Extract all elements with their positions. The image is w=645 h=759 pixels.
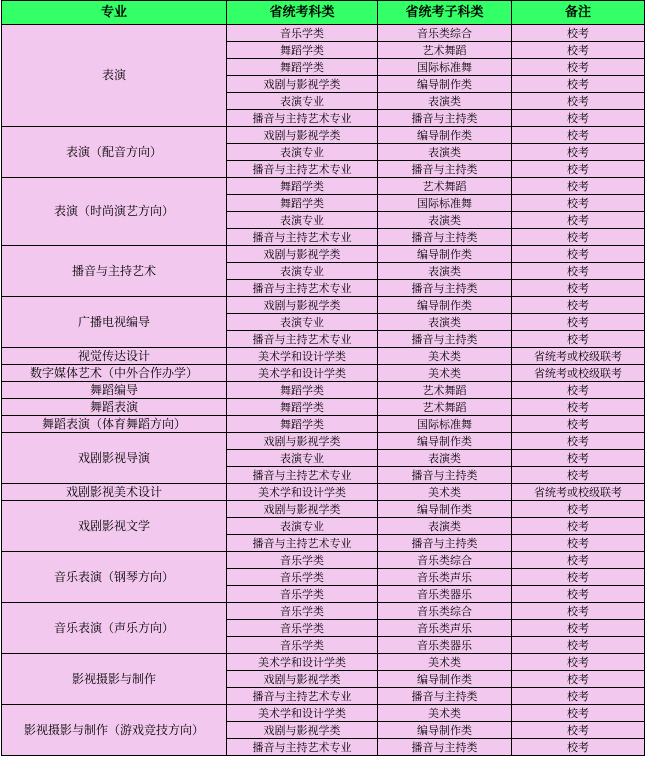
table-row <box>2 348 645 365</box>
remark-cell: 省统考或校级联考 <box>512 365 645 382</box>
major-cell: 表演 <box>2 25 227 127</box>
category-cell: 舞蹈学类 <box>227 195 378 212</box>
remark-cell: 校考 <box>512 450 645 467</box>
remark-cell: 校考 <box>512 331 645 348</box>
subcategory-cell: 表演类 <box>378 518 512 535</box>
category-cell: 戏剧与影视学类 <box>227 501 378 518</box>
subcategory-cell: 音乐类器乐 <box>378 637 512 654</box>
category-cell: 播音与主持艺术专业 <box>227 161 378 178</box>
table-row <box>2 365 645 382</box>
category-cell: 播音与主持艺术专业 <box>227 467 378 484</box>
subcategory-cell: 美术类 <box>378 348 512 365</box>
subcategory-cell: 表演类 <box>378 212 512 229</box>
subcategory-cell: 播音与主持类 <box>378 280 512 297</box>
major-cell: 数字媒体艺术（中外合作办学） <box>2 365 227 382</box>
category-cell: 戏剧与影视学类 <box>227 76 378 93</box>
major-cell: 表演（配音方向） <box>2 127 227 178</box>
category-cell: 播音与主持艺术专业 <box>227 280 378 297</box>
subcategory-cell: 国际标准舞 <box>378 416 512 433</box>
remark-cell: 校考 <box>512 654 645 671</box>
remark-cell: 校考 <box>512 161 645 178</box>
category-cell: 表演专业 <box>227 212 378 229</box>
subcategory-cell: 编导制作类 <box>378 671 512 688</box>
subcategory-cell: 国际标准舞 <box>378 59 512 76</box>
remark-cell: 校考 <box>512 263 645 280</box>
table-row <box>2 246 645 263</box>
subcategory-cell: 播音与主持类 <box>378 739 512 756</box>
remark-cell: 校考 <box>512 416 645 433</box>
header-category: 省统考科类 <box>227 1 378 25</box>
remark-cell: 校考 <box>512 246 645 263</box>
category-cell: 音乐学类 <box>227 569 378 586</box>
category-cell: 播音与主持艺术专业 <box>227 739 378 756</box>
remark-cell: 校考 <box>512 144 645 161</box>
remark-cell: 校考 <box>512 603 645 620</box>
category-cell: 戏剧与影视学类 <box>227 127 378 144</box>
remark-cell: 校考 <box>512 76 645 93</box>
category-cell: 表演专业 <box>227 263 378 280</box>
remark-cell: 校考 <box>512 25 645 42</box>
remark-cell: 校考 <box>512 586 645 603</box>
table-row <box>2 552 645 569</box>
remark-cell: 校考 <box>512 212 645 229</box>
remark-cell: 校考 <box>512 280 645 297</box>
major-cell: 影视摄影与制作 <box>2 654 227 705</box>
remark-cell: 校考 <box>512 59 645 76</box>
remark-cell: 校考 <box>512 739 645 756</box>
subcategory-cell: 音乐类声乐 <box>378 620 512 637</box>
subcategory-cell: 美术类 <box>378 654 512 671</box>
remark-cell: 校考 <box>512 297 645 314</box>
category-cell: 美术学和设计学类 <box>227 705 378 722</box>
remark-cell: 校考 <box>512 229 645 246</box>
category-cell: 表演专业 <box>227 314 378 331</box>
subcategory-cell: 美术类 <box>378 484 512 501</box>
category-cell: 音乐学类 <box>227 586 378 603</box>
category-cell: 表演专业 <box>227 518 378 535</box>
category-cell: 播音与主持艺术专业 <box>227 229 378 246</box>
category-cell: 舞蹈学类 <box>227 382 378 399</box>
major-cell: 舞蹈编导 <box>2 382 227 399</box>
category-cell: 美术学和设计学类 <box>227 348 378 365</box>
subcategory-cell: 表演类 <box>378 263 512 280</box>
remark-cell: 校考 <box>512 620 645 637</box>
table-row <box>2 382 645 399</box>
category-cell: 播音与主持艺术专业 <box>227 688 378 705</box>
remark-cell: 校考 <box>512 535 645 552</box>
remark-cell: 校考 <box>512 127 645 144</box>
category-cell: 舞蹈学类 <box>227 416 378 433</box>
category-cell: 音乐学类 <box>227 620 378 637</box>
remark-cell: 校考 <box>512 705 645 722</box>
remark-cell: 省统考或校级联考 <box>512 348 645 365</box>
category-cell: 表演专业 <box>227 144 378 161</box>
remark-cell: 校考 <box>512 93 645 110</box>
subcategory-cell: 播音与主持类 <box>378 688 512 705</box>
table-row <box>2 178 645 195</box>
subcategory-cell: 播音与主持类 <box>378 229 512 246</box>
category-cell: 舞蹈学类 <box>227 399 378 416</box>
category-cell: 播音与主持艺术专业 <box>227 110 378 127</box>
subcategory-cell: 编导制作类 <box>378 246 512 263</box>
subcategory-cell: 播音与主持类 <box>378 535 512 552</box>
category-cell: 播音与主持艺术专业 <box>227 535 378 552</box>
remark-cell: 省统考或校级联考 <box>512 484 645 501</box>
subcategory-cell: 艺术舞蹈 <box>378 382 512 399</box>
category-cell: 音乐学类 <box>227 603 378 620</box>
remark-cell: 校考 <box>512 382 645 399</box>
table-row <box>2 654 645 671</box>
subcategory-cell: 艺术舞蹈 <box>378 399 512 416</box>
remark-cell: 校考 <box>512 569 645 586</box>
admission-table <box>1 0 645 756</box>
category-cell: 音乐学类 <box>227 25 378 42</box>
remark-cell: 校考 <box>512 42 645 59</box>
major-cell: 视觉传达设计 <box>2 348 227 365</box>
category-cell: 播音与主持艺术专业 <box>227 331 378 348</box>
category-cell: 音乐学类 <box>227 552 378 569</box>
table-body <box>2 25 645 756</box>
category-cell: 美术学和设计学类 <box>227 654 378 671</box>
remark-cell: 校考 <box>512 467 645 484</box>
category-cell: 舞蹈学类 <box>227 59 378 76</box>
header-major: 专业 <box>2 1 227 25</box>
table-row <box>2 603 645 620</box>
major-cell: 舞蹈表演（体育舞蹈方向） <box>2 416 227 433</box>
category-cell: 音乐学类 <box>227 637 378 654</box>
subcategory-cell: 播音与主持类 <box>378 161 512 178</box>
category-cell: 戏剧与影视学类 <box>227 297 378 314</box>
remark-cell: 校考 <box>512 688 645 705</box>
remark-cell: 校考 <box>512 671 645 688</box>
major-cell: 戏剧影视美术设计 <box>2 484 227 501</box>
category-cell: 戏剧与影视学类 <box>227 433 378 450</box>
remark-cell: 校考 <box>512 399 645 416</box>
category-cell: 舞蹈学类 <box>227 42 378 59</box>
table-row <box>2 484 645 501</box>
category-cell: 戏剧与影视学类 <box>227 671 378 688</box>
subcategory-cell: 美术类 <box>378 365 512 382</box>
subcategory-cell: 编导制作类 <box>378 722 512 739</box>
remark-cell: 校考 <box>512 195 645 212</box>
subcategory-cell: 音乐类声乐 <box>378 569 512 586</box>
remark-cell: 校考 <box>512 314 645 331</box>
remark-cell: 校考 <box>512 178 645 195</box>
subcategory-cell: 音乐类综合 <box>378 603 512 620</box>
remark-cell: 校考 <box>512 518 645 535</box>
subcategory-cell: 艺术舞蹈 <box>378 42 512 59</box>
major-cell: 戏剧影视导演 <box>2 433 227 484</box>
category-cell: 表演专业 <box>227 93 378 110</box>
remark-cell: 校考 <box>512 110 645 127</box>
subcategory-cell: 播音与主持类 <box>378 110 512 127</box>
category-cell: 表演专业 <box>227 450 378 467</box>
major-cell: 舞蹈表演 <box>2 399 227 416</box>
subcategory-cell: 播音与主持类 <box>378 331 512 348</box>
subcategory-cell: 编导制作类 <box>378 76 512 93</box>
major-cell: 表演（时尚演艺方向） <box>2 178 227 246</box>
header-remark: 备注 <box>512 1 645 25</box>
category-cell: 舞蹈学类 <box>227 178 378 195</box>
table-row <box>2 433 645 450</box>
subcategory-cell: 编导制作类 <box>378 433 512 450</box>
remark-cell: 校考 <box>512 552 645 569</box>
header-row <box>2 1 645 25</box>
subcategory-cell: 编导制作类 <box>378 501 512 518</box>
subcategory-cell: 表演类 <box>378 93 512 110</box>
major-cell: 影视摄影与制作（游戏竞技方向） <box>2 705 227 756</box>
remark-cell: 校考 <box>512 433 645 450</box>
subcategory-cell: 音乐类器乐 <box>378 586 512 603</box>
category-cell: 戏剧与影视学类 <box>227 722 378 739</box>
major-cell: 音乐表演（钢琴方向） <box>2 552 227 603</box>
major-cell: 播音与主持艺术 <box>2 246 227 297</box>
category-cell: 美术学和设计学类 <box>227 365 378 382</box>
table-row <box>2 399 645 416</box>
subcategory-cell: 美术类 <box>378 705 512 722</box>
table-row <box>2 416 645 433</box>
table-row <box>2 25 645 42</box>
table-row <box>2 705 645 722</box>
subcategory-cell: 音乐类综合 <box>378 552 512 569</box>
subcategory-cell: 音乐类综合 <box>378 25 512 42</box>
subcategory-cell: 艺术舞蹈 <box>378 178 512 195</box>
table-row <box>2 127 645 144</box>
remark-cell: 校考 <box>512 637 645 654</box>
subcategory-cell: 表演类 <box>378 314 512 331</box>
subcategory-cell: 编导制作类 <box>378 127 512 144</box>
remark-cell: 校考 <box>512 501 645 518</box>
category-cell: 美术学和设计学类 <box>227 484 378 501</box>
subcategory-cell: 国际标准舞 <box>378 195 512 212</box>
subcategory-cell: 播音与主持类 <box>378 467 512 484</box>
major-cell: 音乐表演（声乐方向） <box>2 603 227 654</box>
remark-cell: 校考 <box>512 722 645 739</box>
subcategory-cell: 表演类 <box>378 450 512 467</box>
subcategory-cell: 表演类 <box>378 144 512 161</box>
major-cell: 戏剧影视文学 <box>2 501 227 552</box>
table-row <box>2 297 645 314</box>
table-row <box>2 501 645 518</box>
major-cell: 广播电视编导 <box>2 297 227 348</box>
subcategory-cell: 编导制作类 <box>378 297 512 314</box>
category-cell: 戏剧与影视学类 <box>227 246 378 263</box>
header-subcategory: 省统考子科类 <box>378 1 512 25</box>
